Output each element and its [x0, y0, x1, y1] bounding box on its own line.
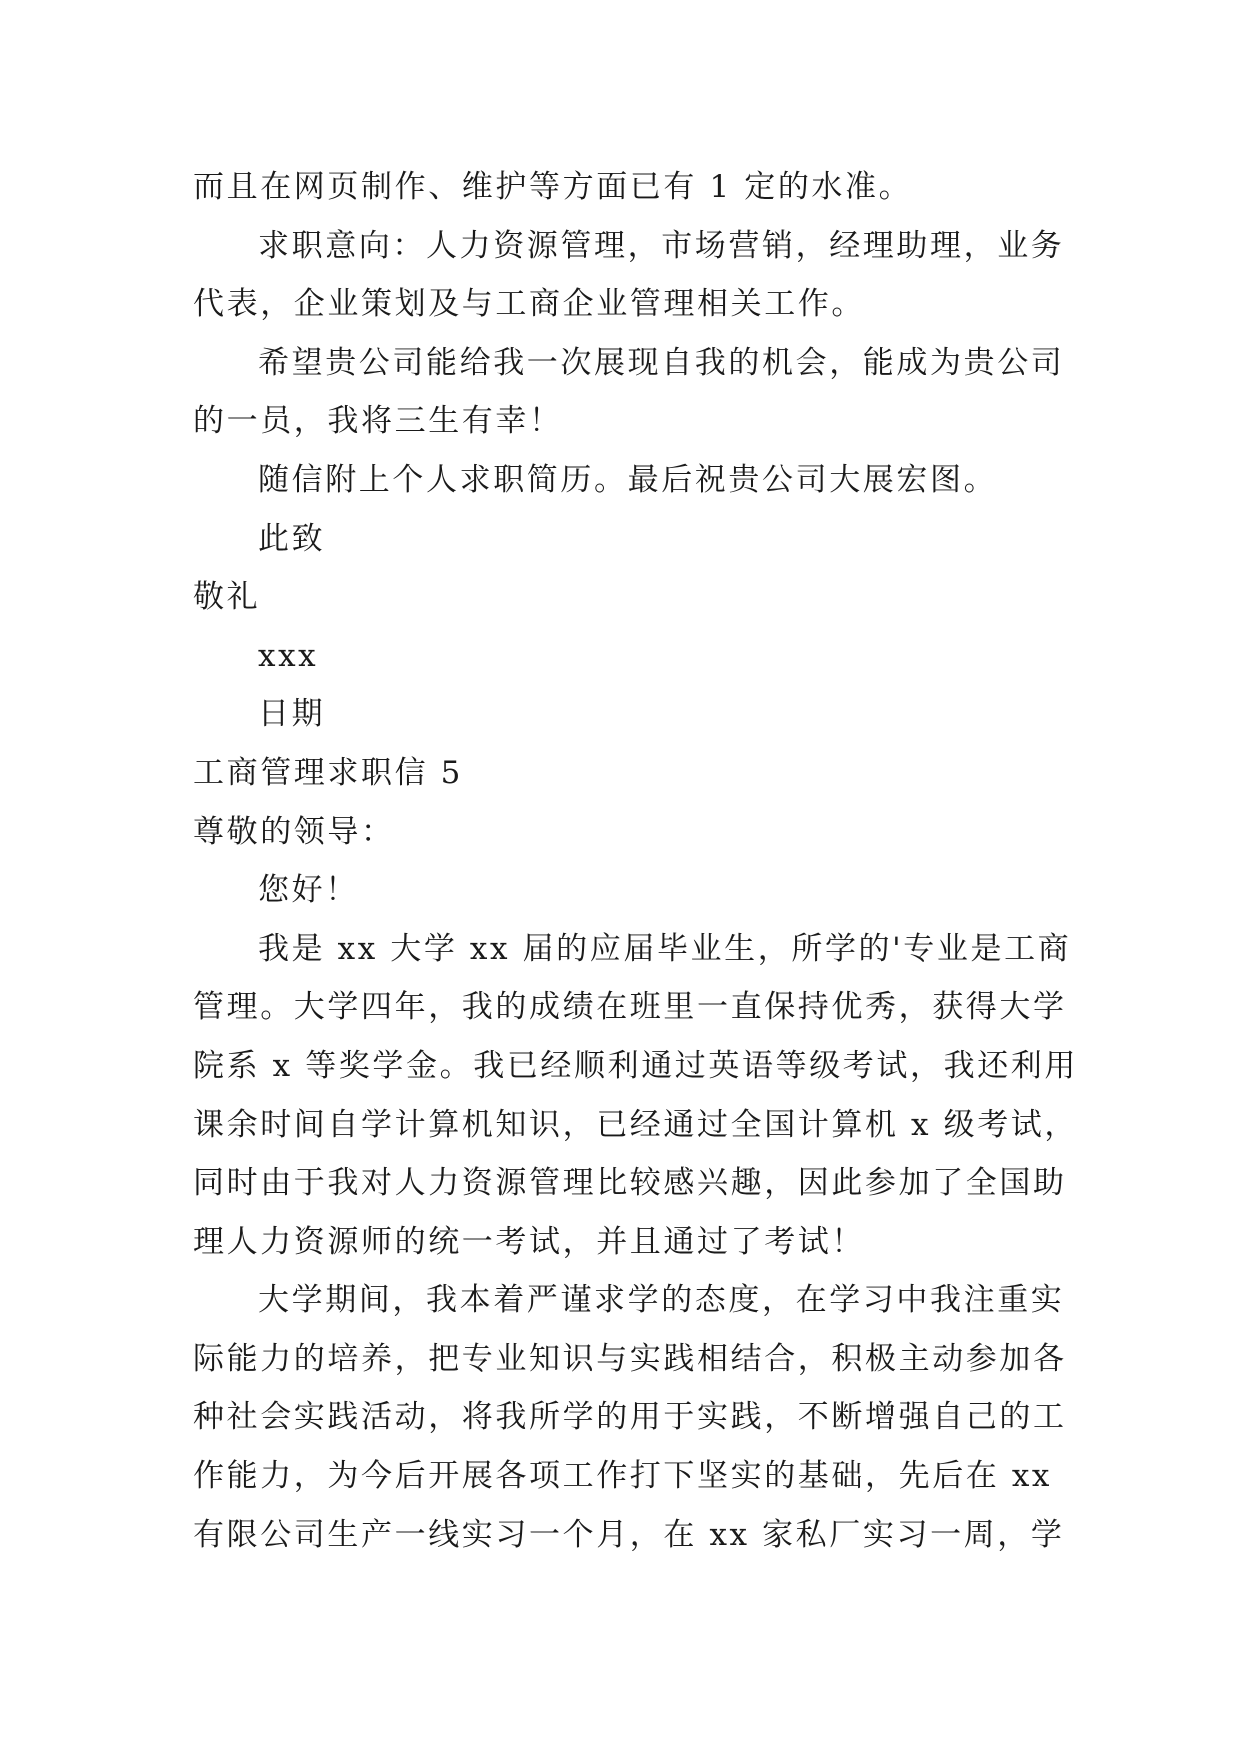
text-line: 管理。大学四年，我的成绩在班里一直保持优秀，获得大学 — [193, 989, 1067, 1026]
text-line: 而且在网页制作、维护等方面已有 1 定的水准。 — [193, 169, 913, 205]
text-line: 大学期间，我本着严谨求学的态度，在学习中我注重实 — [258, 1282, 1065, 1319]
text-line: 我是 xx 大学 xx 届的应届毕业生，所学的'专业是工商 — [258, 930, 1072, 967]
text-line: 际能力的培养，把专业知识与实践相结合，积极主动参加各 — [193, 1340, 1067, 1377]
text-line: 种社会实践活动，将我所学的用于实践，不断增强自己的工 — [193, 1399, 1067, 1436]
text-line: 代表，企业策划及与工商企业管理相关工作。 — [193, 286, 865, 323]
text-line: 院系 x 等奖学金。我已经顺利通过英语等级考试，我还利用 — [193, 1047, 1078, 1084]
document-body — [193, 158, 1078, 1564]
signature-name: xxx — [258, 637, 319, 674]
text-line: 求职意向：人力资源管理，市场营销，经理助理，业务 — [258, 227, 1065, 264]
text-line: 作能力，为今后开展各项工作打下坚实的基础，先后在 xx — [193, 1458, 1053, 1495]
text-line: 随信附上个人求职简历。最后祝贵公司大展宏图。 — [258, 461, 998, 498]
letter-salutation: 尊敬的领导： — [193, 813, 395, 850]
text-line: 同时由于我对人力资源管理比较感兴趣，因此参加了全国助 — [193, 1165, 1067, 1202]
text-line: 理人力资源师的统一考试，并且通过了考试！ — [193, 1223, 865, 1260]
section-heading: 工商管理求职信 5 — [193, 754, 463, 791]
letter-greeting: 您好！ — [258, 872, 359, 909]
text-line: 课余时间自学计算机知识，已经通过全国计算机 x 级考试， — [193, 1106, 1078, 1143]
text-line: 有限公司生产一线实习一个月，在 xx 家私厂实习一周，学 — [193, 1516, 1065, 1553]
text-line: 的一员，我将三生有幸！ — [193, 403, 563, 440]
text-line: 希望贵公司能给我一次展现自我的机会，能成为贵公司 — [258, 344, 1065, 381]
closing-regards: 敬礼 — [193, 579, 261, 616]
signature-date: 日期 — [258, 696, 326, 733]
closing-salutation: 此致 — [258, 520, 326, 557]
